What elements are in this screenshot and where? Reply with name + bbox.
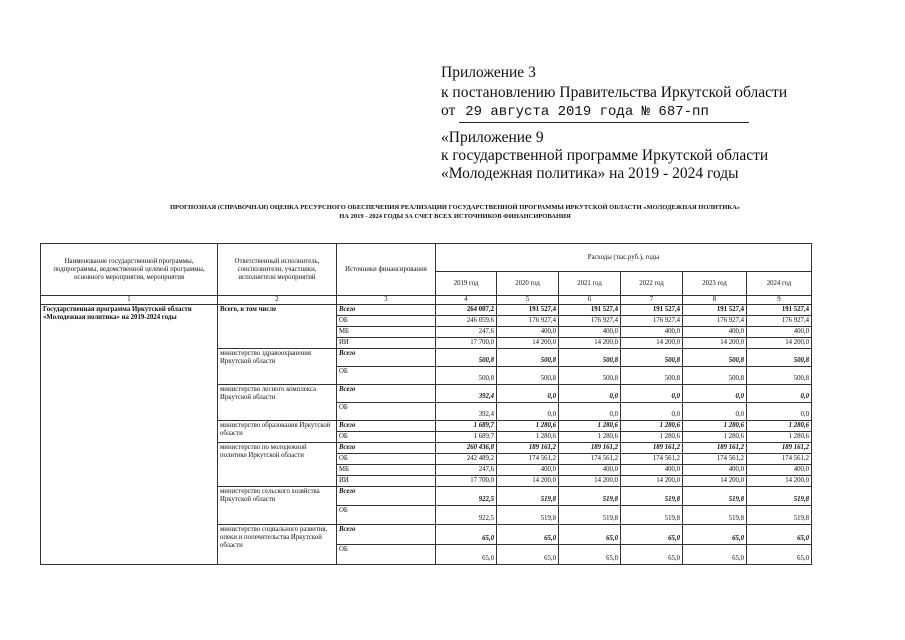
value-cell: 65,0	[621, 545, 683, 565]
value-cell: 519,8	[559, 506, 621, 525]
value-cell: 191 527,4	[683, 305, 747, 316]
value-cell: 176 927,4	[497, 316, 559, 327]
value-cell: 519,8	[497, 487, 559, 506]
value-cell: 0,0	[683, 385, 747, 403]
value-cell: 1 280,6	[497, 421, 559, 432]
decree-date-value: 29 августа 2019 года № 687-пп	[459, 102, 749, 123]
column-number: 7	[621, 296, 683, 305]
value-cell: 1 280,6	[747, 432, 812, 443]
decree-date-line	[441, 101, 749, 123]
value-cell: 500,8	[683, 367, 747, 385]
source-cell: Всего	[337, 305, 436, 316]
value-cell: 189 161,2	[683, 443, 747, 454]
value-cell: 0,0	[559, 385, 621, 403]
source-cell: МБ	[337, 327, 436, 338]
column-number: 8	[683, 296, 747, 305]
value-cell: 191 527,4	[559, 305, 621, 316]
source-cell: ОБ	[337, 432, 436, 443]
value-cell: 400,0	[621, 327, 683, 338]
value-cell: 400,0	[747, 465, 812, 476]
source-cell: Всего	[337, 443, 436, 454]
header-program: Наименование государственной программы, подпрограммы, ведомственной целевой программы, основного мероприятия, мероприятия	[41, 244, 218, 296]
value-cell: 0,0	[621, 403, 683, 421]
value-cell: 14 200,0	[497, 338, 559, 349]
value-cell: 0,0	[747, 403, 812, 421]
document-title-line2: НА 2019 - 2024 ГОДЫ ЗА СЧЕТ ВСЕХ ИСТОЧНИКОВ ФИНАНСИРОВАНИЯ	[339, 213, 571, 220]
source-cell: ОБ	[337, 454, 436, 465]
program-reference: к государственной программе Иркутской области	[441, 147, 769, 164]
value-cell: 1 280,6	[621, 421, 683, 432]
value-cell: 400,0	[683, 465, 747, 476]
value-cell: 191 527,4	[747, 305, 812, 316]
date-prefix: от	[441, 102, 456, 119]
column-number-row	[41, 296, 812, 305]
header-expenses: Расходы (тыс.руб.), годы	[436, 244, 812, 272]
value-cell: 174 561,2	[747, 454, 812, 465]
value-cell: 65,0	[497, 545, 559, 565]
value-cell: 14 200,0	[747, 338, 812, 349]
value-cell: 174 561,2	[559, 454, 621, 465]
source-cell: Всего	[337, 421, 436, 432]
value-cell: 14 200,0	[559, 476, 621, 487]
value-cell: 14 200,0	[559, 338, 621, 349]
table-body	[41, 305, 812, 565]
value-cell: 65,0	[559, 525, 621, 545]
value-cell: 17 700,0	[436, 338, 497, 349]
value-cell: 17 700,0	[436, 476, 497, 487]
value-cell: 189 161,2	[559, 443, 621, 454]
value-cell: 14 200,0	[621, 476, 683, 487]
value-cell: 189 161,2	[621, 443, 683, 454]
resource-table	[40, 243, 812, 565]
executor-cell: министерство лесного комплекса Иркутской области	[218, 385, 337, 421]
value-cell: 0,0	[747, 385, 812, 403]
value-cell: 1 280,6	[683, 432, 747, 443]
value-cell: 400,0	[559, 465, 621, 476]
source-cell: Всего	[337, 349, 436, 367]
value-cell: 0,0	[497, 403, 559, 421]
value-cell: 0,0	[683, 403, 747, 421]
value-cell: 519,8	[621, 506, 683, 525]
value-cell: 14 200,0	[747, 476, 812, 487]
value-cell: 14 200,0	[621, 338, 683, 349]
header-year: 2021 год	[559, 272, 621, 296]
table-row	[41, 305, 812, 316]
value-cell: 500,8	[621, 367, 683, 385]
value-cell: 14 200,0	[683, 476, 747, 487]
value-cell: 519,8	[621, 487, 683, 506]
value-cell: 176 927,4	[621, 316, 683, 327]
header-year: 2022 год	[621, 272, 683, 296]
value-cell: 922,5	[436, 506, 497, 525]
value-cell: 1 689,7	[436, 421, 497, 432]
value-cell: 246 059,6	[436, 316, 497, 327]
executor-cell: министерство здравоохранения Иркутской области	[218, 349, 337, 385]
program-title: «Молодежная политика» на 2019 - 2024 годы	[441, 165, 739, 182]
value-cell: 392,4	[436, 385, 497, 403]
value-cell: 65,0	[747, 525, 812, 545]
source-cell: МБ	[337, 465, 436, 476]
value-cell: 392,4	[436, 403, 497, 421]
value-cell: 14 200,0	[683, 338, 747, 349]
value-cell: 1 280,6	[621, 432, 683, 443]
value-cell: 65,0	[436, 525, 497, 545]
value-cell: 176 927,4	[559, 316, 621, 327]
value-cell: 922,5	[436, 487, 497, 506]
source-cell: ОБ	[337, 367, 436, 385]
executor-cell: Всего, в том числе	[218, 305, 337, 349]
value-cell: 500,8	[436, 349, 497, 367]
value-cell: 500,8	[747, 367, 812, 385]
column-number: 2	[218, 296, 337, 305]
value-cell: 65,0	[621, 525, 683, 545]
value-cell: 174 561,2	[497, 454, 559, 465]
value-cell: 1 280,6	[683, 421, 747, 432]
value-cell: 400,0	[747, 327, 812, 338]
column-number: 6	[559, 296, 621, 305]
column-number: 5	[497, 296, 559, 305]
value-cell: 65,0	[747, 545, 812, 565]
value-cell: 247,6	[436, 465, 497, 476]
source-cell: Всего	[337, 487, 436, 506]
source-cell: Всего	[337, 525, 436, 545]
value-cell: 189 161,2	[497, 443, 559, 454]
source-cell: ОБ	[337, 403, 436, 421]
header-year: 2020 год	[497, 272, 559, 296]
value-cell: 264 007,2	[436, 305, 497, 316]
value-cell: 65,0	[683, 545, 747, 565]
value-cell: 65,0	[683, 525, 747, 545]
decree-reference: к постановлению Правительства Иркутской области	[441, 84, 788, 101]
value-cell: 174 561,2	[683, 454, 747, 465]
value-cell: 174 561,2	[621, 454, 683, 465]
value-cell: 0,0	[559, 403, 621, 421]
value-cell: 176 927,4	[747, 316, 812, 327]
value-cell: 500,8	[559, 367, 621, 385]
value-cell: 500,8	[747, 349, 812, 367]
value-cell: 65,0	[559, 545, 621, 565]
value-cell: 189 161,2	[747, 443, 812, 454]
value-cell: 14 200,0	[497, 476, 559, 487]
value-cell: 0,0	[497, 385, 559, 403]
value-cell: 400,0	[497, 465, 559, 476]
value-cell: 65,0	[497, 525, 559, 545]
column-number: 1	[41, 296, 218, 305]
value-cell: 400,0	[621, 465, 683, 476]
value-cell: 1 280,6	[559, 421, 621, 432]
value-cell: 400,0	[683, 327, 747, 338]
header-year: 2019 год	[436, 272, 497, 296]
value-cell: 65,0	[436, 545, 497, 565]
header-year: 2024 год	[747, 272, 812, 296]
value-cell: 191 527,4	[497, 305, 559, 316]
source-cell: ИИ	[337, 338, 436, 349]
value-cell: 500,8	[621, 349, 683, 367]
header-source: Источники финансирования	[337, 244, 436, 296]
value-cell: 191 527,4	[621, 305, 683, 316]
column-number: 9	[747, 296, 812, 305]
header-executor: Ответственный исполнитель, соисполнители, участники, исполнители мероприятий	[218, 244, 337, 296]
value-cell: 500,8	[559, 349, 621, 367]
executor-cell: министерство по молодежной политике Иркутской области	[218, 443, 337, 487]
value-cell: 176 927,4	[683, 316, 747, 327]
value-cell: 260 436,8	[436, 443, 497, 454]
document-title-line1: ПРОГНОЗНАЯ (СПРАВОЧНАЯ) ОЦЕНКА РЕСУРСНОГО ОБЕСПЕЧЕНИЯ РЕАЛИЗАЦИИ ГОСУДАРСТВЕННОЙ ПРОГРАММЫ ИРКУТСКОЙ ОБЛАСТИ «МОЛОДЕЖНАЯ ПОЛИТИКА»	[169, 204, 741, 211]
appendix-9-label: «Приложение 9	[441, 129, 544, 146]
value-cell: 247,6	[436, 327, 497, 338]
value-cell: 519,8	[559, 487, 621, 506]
resource-table-wrapper	[40, 243, 811, 578]
value-cell: 1 689,7	[436, 432, 497, 443]
value-cell: 519,8	[683, 487, 747, 506]
header-year: 2023 год	[683, 272, 747, 296]
value-cell: 500,8	[497, 367, 559, 385]
value-cell: 519,8	[747, 506, 812, 525]
source-cell: ОБ	[337, 316, 436, 327]
value-cell: 242 489,2	[436, 454, 497, 465]
source-cell: ОБ	[337, 545, 436, 565]
value-cell: 519,8	[683, 506, 747, 525]
appendix-number: Приложение 3	[441, 64, 536, 81]
value-cell: 500,8	[497, 349, 559, 367]
value-cell: 400,0	[559, 327, 621, 338]
column-number: 4	[436, 296, 497, 305]
executor-cell: министерство социального развития, опеки и попечительства Иркутской области	[218, 525, 337, 565]
value-cell: 1 280,6	[747, 421, 812, 432]
value-cell: 519,8	[497, 506, 559, 525]
source-cell: ОБ	[337, 506, 436, 525]
value-cell: 519,8	[747, 487, 812, 506]
value-cell: 500,8	[683, 349, 747, 367]
column-number: 3	[337, 296, 436, 305]
source-cell: ИИ	[337, 476, 436, 487]
value-cell: 400,0	[497, 327, 559, 338]
value-cell: 1 280,6	[497, 432, 559, 443]
executor-cell: министерство образования Иркутской области	[218, 421, 337, 443]
program-name-cell: Государственная программа Иркутской области «Молодежная политика» на 2019-2024 годы	[41, 305, 218, 565]
source-cell: Всего	[337, 385, 436, 403]
executor-cell: министерство сельского хозяйства Иркутской области	[218, 487, 337, 525]
value-cell: 500,8	[436, 367, 497, 385]
value-cell: 0,0	[621, 385, 683, 403]
value-cell: 1 280,6	[559, 432, 621, 443]
